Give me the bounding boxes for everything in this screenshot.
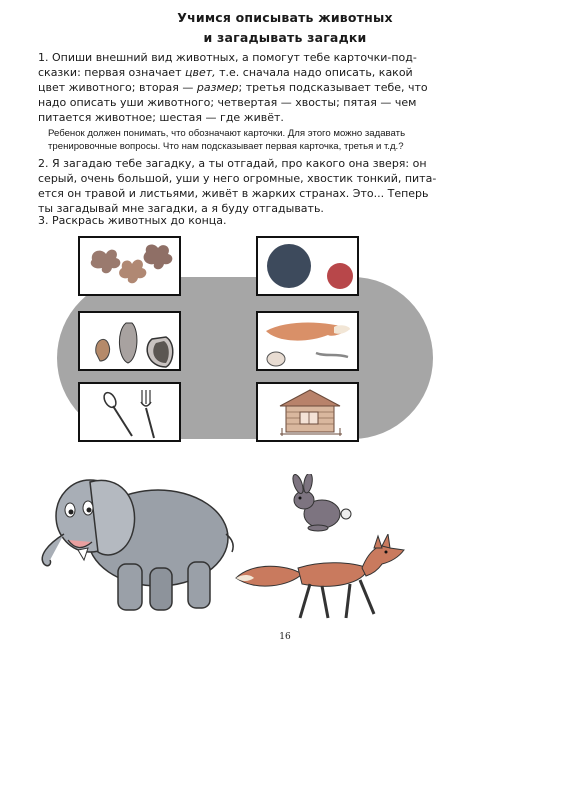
note-line: тренировочные вопросы. Что нам подсказывает первая карточка, третья и т.д.? bbox=[48, 141, 404, 152]
task-2-line: ты загадывай мне загадки, а я буду отгадывать. bbox=[38, 202, 324, 215]
task-2-line: серый, очень большой, уши у него огромные, хвостик тонкий, пита- bbox=[38, 172, 437, 185]
parent-note bbox=[48, 127, 538, 153]
ears-icon bbox=[80, 313, 183, 373]
card-tails bbox=[256, 311, 359, 371]
rabbit-illustration bbox=[282, 474, 354, 534]
card-color bbox=[78, 236, 181, 296]
task-1-line: 1. Опиши внешний вид животных, а помогут тебе карточки-под- bbox=[38, 51, 417, 64]
task-3 bbox=[38, 213, 538, 228]
note-line: Ребенок должен понимать, что обозначают карточки. Для этого можно задавать bbox=[48, 128, 406, 139]
card-food bbox=[78, 382, 181, 442]
page-number: 16 bbox=[279, 632, 291, 642]
task-1-line: питается животное; шестая — где живёт. bbox=[38, 111, 284, 124]
fox-illustration bbox=[232, 534, 410, 624]
color-blots-icon bbox=[80, 238, 183, 298]
card-size bbox=[256, 236, 359, 296]
task-2-line: ется он травой и листьями, живёт в жарких странах. Это... Теперь bbox=[38, 187, 429, 200]
page-title-line2: и загадывать загадки bbox=[203, 30, 367, 45]
card-habitat bbox=[256, 382, 359, 442]
task-1-line: цвет животного; вторая — размер; третья подсказывает тебе, что bbox=[38, 81, 428, 94]
task-1-line: сказки: первая означает цвет, т.е. сначала надо описать, какой bbox=[38, 66, 413, 79]
size-circles-icon bbox=[258, 238, 361, 298]
task-1-line: надо описать уши животного; четвертая — хвосты; пятая — чем bbox=[38, 96, 417, 109]
spoon-fork-icon bbox=[80, 384, 183, 444]
task-3-line: 3. Раскрась животных до конца. bbox=[38, 214, 227, 227]
tails-icon bbox=[258, 313, 361, 373]
house-icon bbox=[258, 384, 361, 444]
elephant-illustration bbox=[30, 468, 235, 618]
task-2-line: 2. Я загадаю тебе загадку, а ты отгадай, про какого она зверя: он bbox=[38, 157, 427, 170]
page-title-line1: Учимся описывать животных bbox=[177, 10, 393, 25]
task-2 bbox=[38, 156, 538, 216]
card-ears bbox=[78, 311, 181, 371]
task-1 bbox=[38, 50, 538, 125]
